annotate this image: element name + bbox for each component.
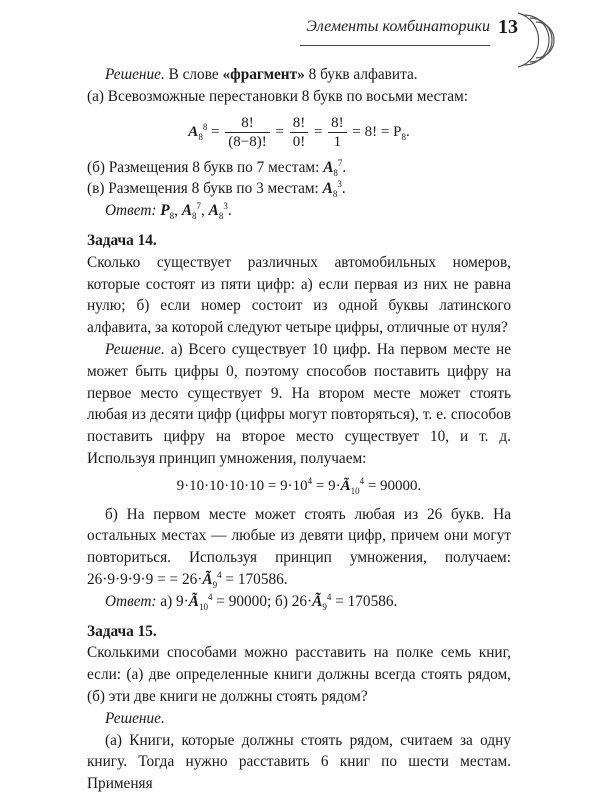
decorative-arcs-icon	[508, 5, 578, 75]
task-15-solution-label: Решение.	[105, 709, 165, 727]
task-14-text: Сколько существует различных автомобильных номеров, которые состоят из пяти цифр: а) если первая из них не равна нулю; б) если номер состоит из одной буквы латинского алфавита, за которой следуют четыре цифры, отличные от нуля?	[87, 253, 511, 337]
permutations-line: (а) Всевозможные перестановки 8 букв по восьми местам:	[87, 87, 468, 105]
page-header	[0, 0, 600, 70]
formula-permutations: $A_8^8$ = $\frac{8!}{(8-8)!}$ = $\frac{8!}{0!}$ = $\frac{8!}{1}$ = 8! = $P_8$.	[188, 114, 410, 150]
chapter-title: Элементы комбинаторики	[306, 18, 490, 35]
task-14-title: Задача 14.	[87, 231, 157, 249]
task-15-solution: (а) Книги, которые должны стоять рядом, считаем за одну книгу. Тогда нужно расставить 6 книг по шести местам. Применяя	[87, 731, 511, 793]
placements-7-line: (б) Размещения 8 букв по 7 местам: $A_8^7$.	[87, 157, 347, 178]
page-content	[87, 64, 511, 795]
page-number: 13	[498, 16, 518, 38]
task-15-title: Задача 15.	[87, 622, 157, 640]
answer-14: Ответ: а) $9\cdot Ã_{10}^4 = 90000$; б) $26\cdot Ã_9^4 = 170586$.	[105, 591, 398, 612]
task-14-solution-b: б) На первом месте может стоять любая из 26 букв. На остальных местах — любые из девяти цифр, причем они могут повториться. Используя принцип умножения, получаем: 26·9·9·9·9 = = $26\cdot Ã_9^4 = 170586$.	[87, 505, 511, 590]
answer-13: Ответ: $P_8$, $A_8^7$, $A_8^3$.	[105, 201, 232, 222]
header-rule	[300, 45, 490, 46]
placements-3-line: (в) Размещения 8 букв по 3 местам: $A_8^3$.	[87, 179, 346, 200]
formula-plates: $9\cdot 10\cdot 10\cdot 10\cdot 10 = 9\cdot 10^4$ = $9\cdot Ã_{10}^4 = 90000$.	[176, 475, 422, 496]
solution-intro: Решение. В слове «фрагмент» 8 букв алфавита.	[105, 66, 418, 83]
task-15-text: Сколькими способами можно расставить на полке семь книг, если: (а) две определенные книги должны всегда стоять рядом, (б) эти две книги не должны стоять рядом?	[87, 644, 511, 705]
task-14-solution-a: Решение. а) Всего существует 10 цифр. На первом месте не может быть цифры 0, поэтому способов поставить цифру на первое место существует 9. На втором месте может стоять любая из десяти цифр (цифры могут повторяться), т. е. способов поставить цифру на второе место существует 10, и т. д. Используя принцип умножения, получаем:	[87, 340, 512, 467]
